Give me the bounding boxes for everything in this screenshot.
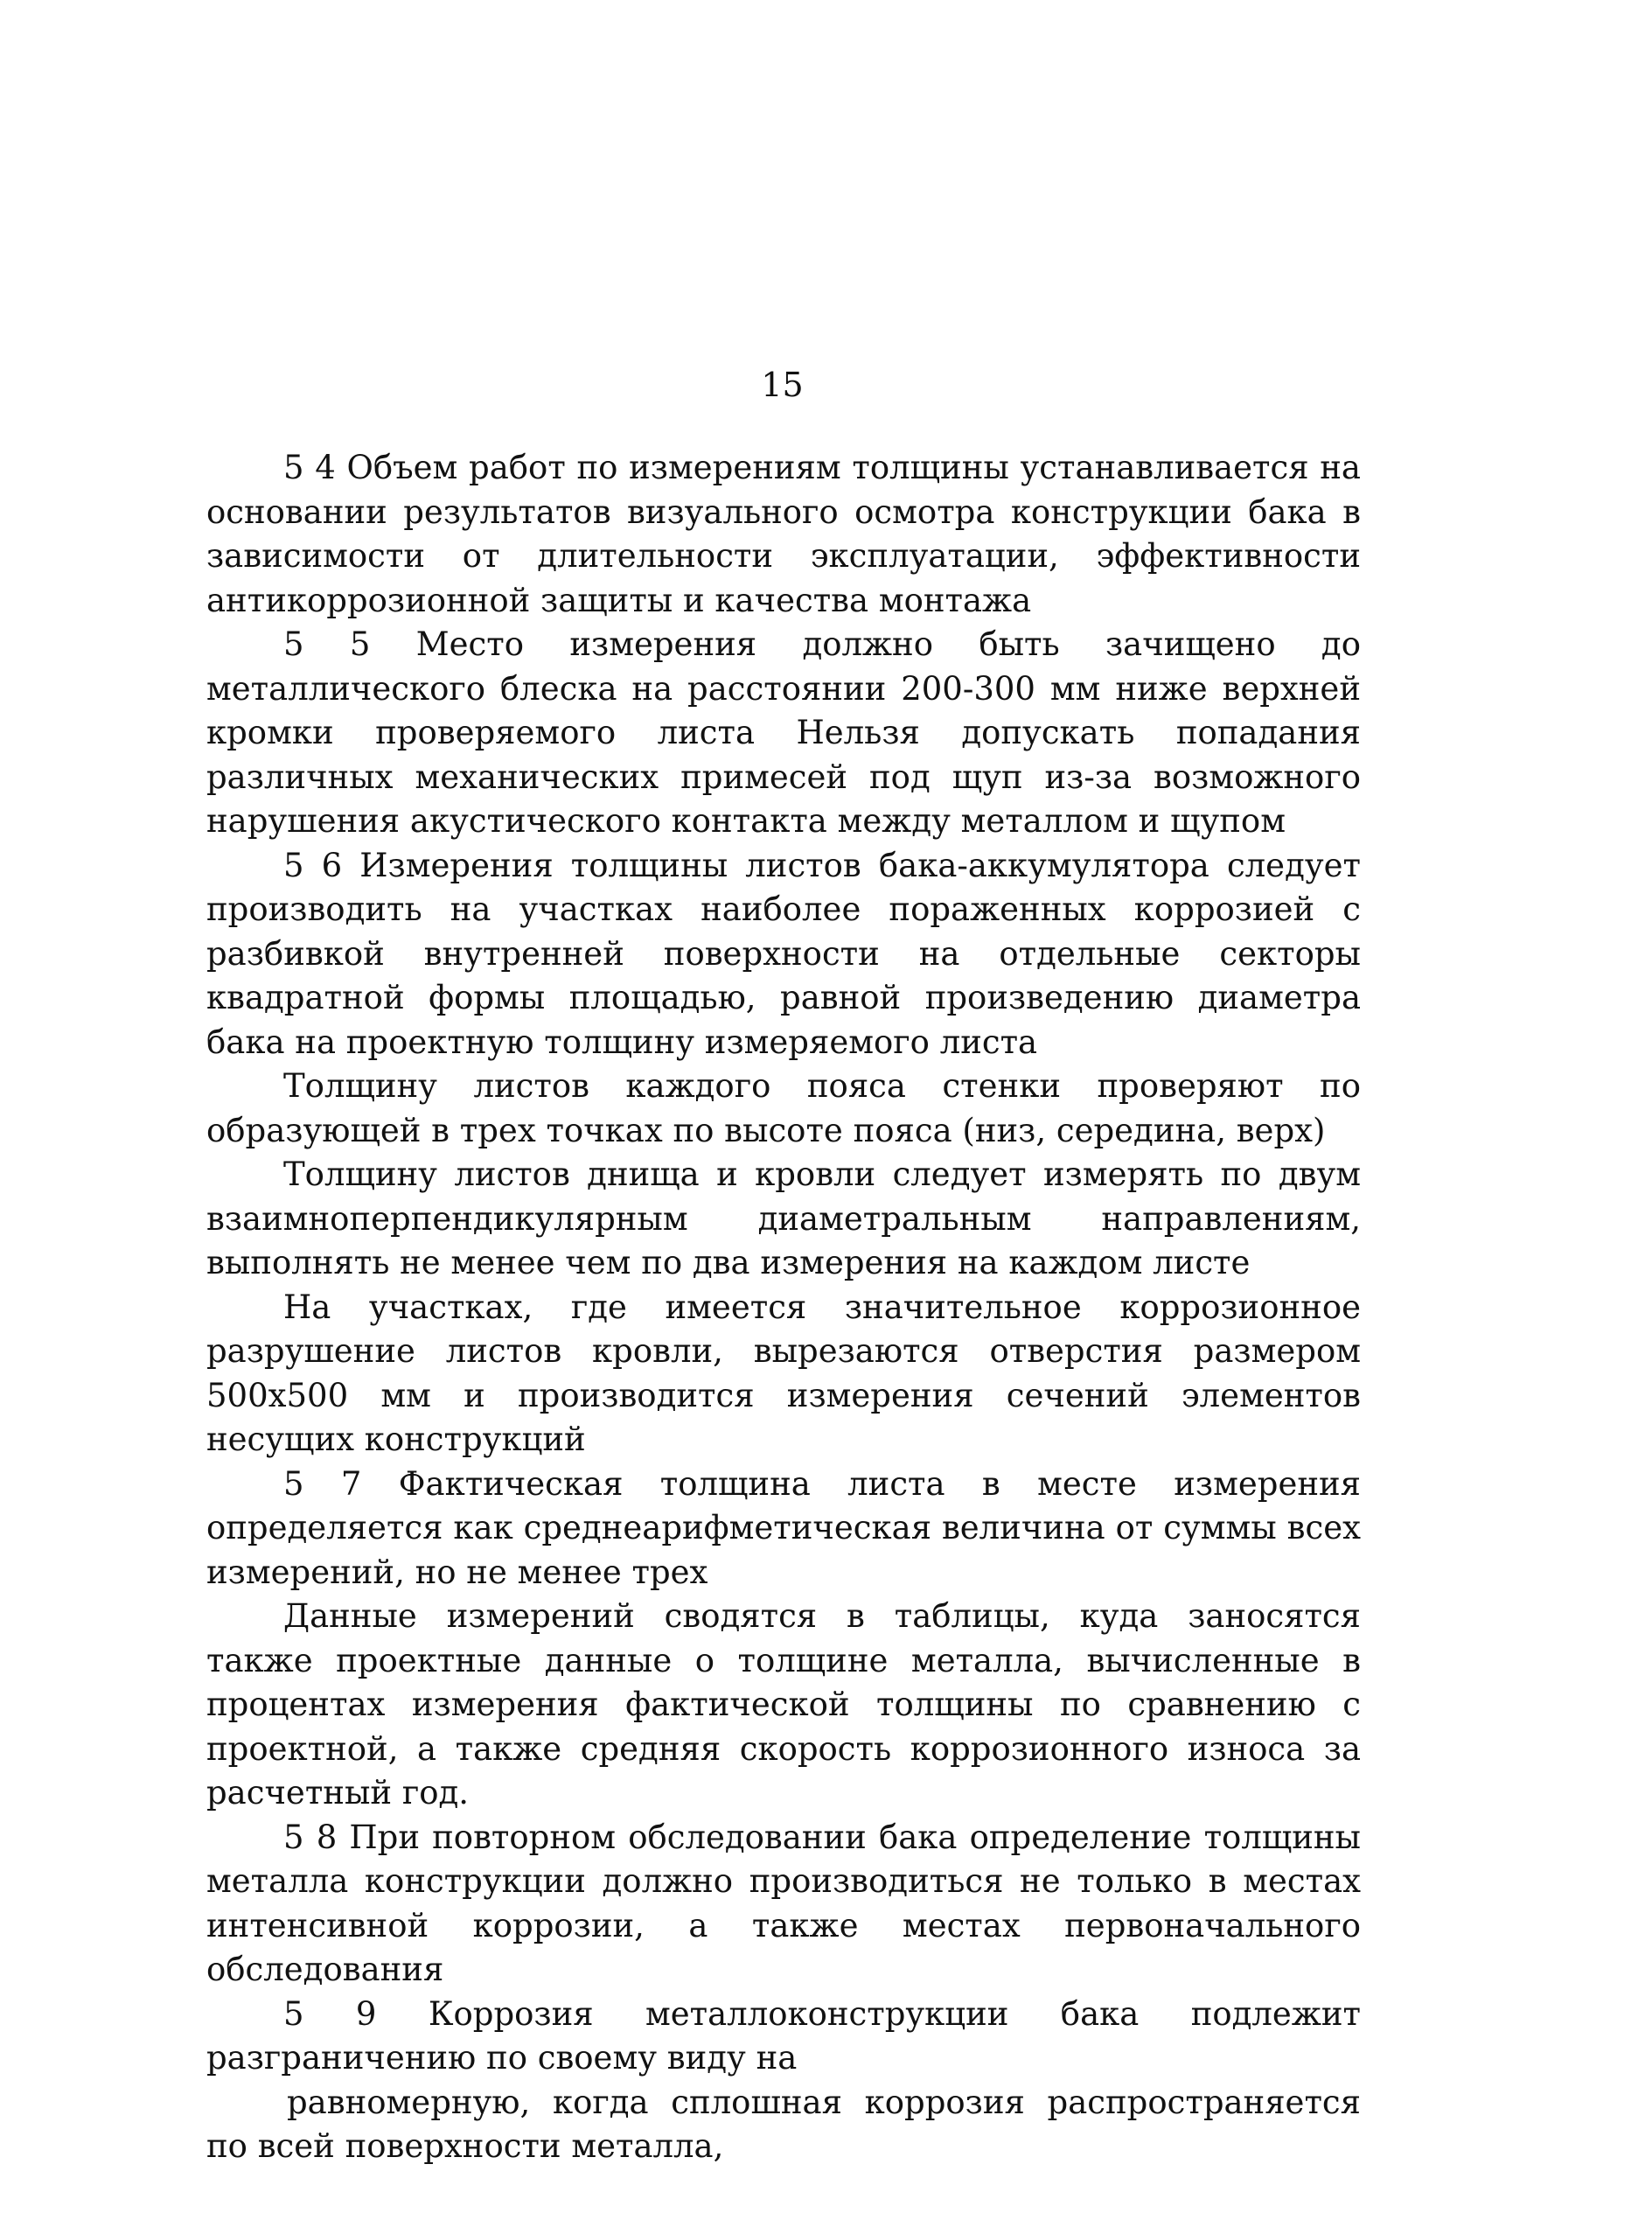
paragraph-5-8: 5 8 При повторном обследовании бака определение толщины металла конструкции должно производиться не только в местах интенсивной коррозии, а также местах первоначального обследования xyxy=(206,1818,1361,1988)
paragraph-measurement-tables: Данные измерений сводятся в таблицы, куда заносятся также проектные данные о толщине металла, вычисленные в процентах измерения фактической толщины по сравнению с проектной, а также средняя скорость коррозионного износа за расчетный год. xyxy=(206,1597,1361,1812)
paragraph-bottom-roof-thickness: Толщину листов днища и кровли следует измерять по двум взаимноперпендикулярным диаметральным направлениям, выполнять не менее чем по два измерения на каждом листе xyxy=(206,1155,1361,1281)
paragraph-5-7: 5 7 Фактическая толщина листа в месте измерения определяется как среднеарифметическая величина от суммы всех измерений, но не менее трех xyxy=(206,1464,1361,1591)
paragraph-roof-openings: На участках, где имеется значительное коррозионное разрушение листов кровли, вырезаются отверстия размером 500х500 мм и производится измерения сечений элементов несущих конструкций xyxy=(206,1288,1361,1458)
paragraph-wall-thickness: Толщину листов каждого пояса стенки проверяют по образующей в трех точках по высоте пояса (низ, середина, верх) xyxy=(206,1067,1361,1149)
paragraph-5-6: 5 6 Измерения толщины листов бака-аккумулятора следует производить на участках наиболее пораженных коррозией с разбивкой внутренней поверхности на отдельные секторы квадратной формы площадью, равной произведению диаметра бака на проектную толщину измеряемого листа xyxy=(206,846,1361,1061)
paragraph-uniform-corrosion: равномерную, когда сплошная коррозия распространяется по всей поверхности металла, xyxy=(206,2083,1361,2165)
paragraph-5-4: 5 4 Объем работ по измерениям толщины устанавливается на основании результатов визуального осмотра конструкции бака в зависимости от длительности эксплуатации, эффективности антикоррозионной защиты и качества монтажа xyxy=(206,449,1361,619)
page-number: 15 xyxy=(761,366,804,404)
body-text xyxy=(206,446,1361,2169)
paragraph-5-9: 5 9 Коррозия металлоконструкции бака подлежит разграничению по своему виду на xyxy=(206,1994,1361,2077)
paragraph-5-5: 5 5 Место измерения должно быть зачищено до металлического блеска на расстоянии 200-300 мм ниже верхней кромки проверяемого листа Нельзя допускать попадания различных механических примесей под щуп из-за возможного нарушения акустического контакта между металлом и щупом xyxy=(206,625,1361,840)
